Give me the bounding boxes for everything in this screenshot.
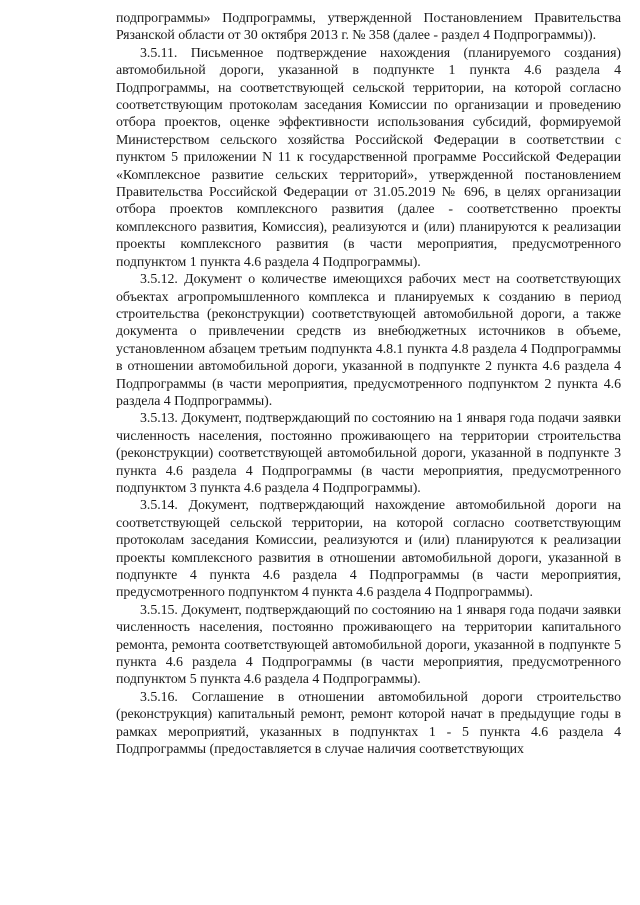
paragraph-3-5-14: 3.5.14. Документ, подтверждающий нахождение автомобильной дороги на соответствующей сельской территории, на которой согласно соответствующим протоколам заседания Комиссии, реализуются и (или) планируются к реализации проекты комплексного развития в отношении автомобильной дороги, указанной в подпункте 4 пункта 4.6 раздела 4 Подпрограммы (в части мероприятия, предусмотренного подпунктом 4 пункта 4.6 раздела 4 Подпрограммы). bbox=[116, 498, 621, 601]
paragraph-3-5-16: 3.5.16. Соглашение в отношении автомобильной дороги строительство (реконструкция) капитальный ремонт, ремонт которой начат в предыдущие годы в рамках мероприятий, указанных в подпунктах 1 - 5 пункта 4.6 раздела 4 Подпрограммы (предоставляется в случае наличия соответствующих bbox=[116, 689, 621, 758]
paragraph-3-5-11: 3.5.11. Письменное подтверждение нахождения (планируемого создания) автомобильной дороги, указанной в подпункте 1 пункта 4.6 раздела 4 Подпрограммы, на соответствующей сельской территории, на которой согласно соответствующим протоколам заседания Комиссии по организации и проведению отбора проектов, оценке эффективности использования субсидий, формируемой Министерством сельского хозяйства Российской Федерации в соответствии с пунктом 5 приложении N 11 к государственной программе Российской Федерации «Комплексное развитие сельских территорий», утвержденной постановлением Правительства Российской Федерации от 31.05.2019 № 696, в целях организации отбора проектов комплексного развития (далее - соответственно проекты комплексного развития, Комиссия), реализуются и (или) планируются к реализации проекты комплексного развития (в части мероприятия, предусмотренного подпунктом 1 пункта 4.6 раздела 4 Подпрограммы). bbox=[116, 45, 621, 270]
paragraph-continuation: подпрограммы» Подпрограммы, утвержденной Постановлением Правительства Рязанской области от 30 октября 2013 г. № 358 (далее - раздел 4 Подпрограммы)). bbox=[116, 11, 621, 44]
paragraph-3-5-12: 3.5.12. Документ о количестве имеющихся рабочих мест на соответствующих объектах агропромышленного комплекса и планируемых к созданию в период строительства (реконструкции) соответствующей автомобильной дороги, а также документа о привлечении средств из внебюджетных источников в объеме, установленном абзацем третьим подпункта 4.8.1 пункта 4.8 раздела 4 Подпрограммы в отношении автомобильной дороги, указанной в подпункте 2 пункта 4.6 раздела 4 Подпрограммы (в части мероприятия, предусмотренного подпунктом 2 пункта 4.6 раздела 4 Подпрограммы). bbox=[116, 272, 621, 409]
paragraph-3-5-13: 3.5.13. Документ, подтверждающий по состоянию на 1 января года подачи заявки численность населения, постоянно проживающего на территории строительства (реконструкции) соответствующей автомобильной дороги, указанной в подпункте 3 пункта 4.6 раздела 4 Подпрограммы (в части мероприятия, предусмотренного подпунктом 3 пункта 4.6 раздела 4 Подпрограммы). bbox=[116, 411, 621, 496]
document-body bbox=[116, 10, 621, 758]
paragraph-3-5-15: 3.5.15. Документ, подтверждающий по состоянию на 1 января года подачи заявки численность населения, постоянно проживающего на территории капитального ремонта, ремонта соответствующей автомобильной дороги, указанной в подпункте 5 пункта 4.6 раздела 4 Подпрограммы (в части мероприятия, предусмотренного подпунктом 5 пункта 4.6 раздела 4 Подпрограммы). bbox=[116, 602, 621, 688]
